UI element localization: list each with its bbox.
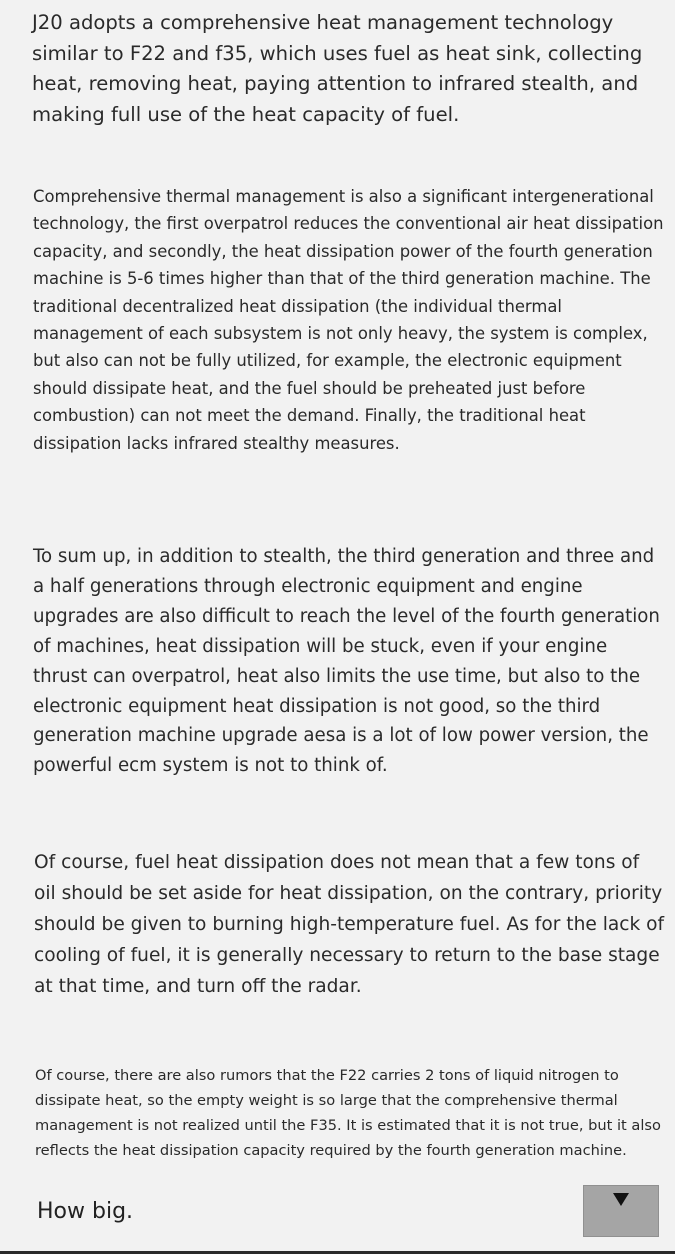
down-triangle-icon	[613, 1193, 629, 1206]
paragraph-5: Of course, there are also rumors that the F22 carries 2 tons of liquid nitrogen to dissipate heat, so the empty weight is so large that the comprehensive thermal management is not realized until the F35. It is estimated that it is not true, but it also reflects the heat dissipation capacity required by the fourth generation machine.	[35, 1067, 661, 1160]
paragraph-1: J20 adopts a comprehensive heat management technology similar to F22 and f35, which uses fuel as heat sink, collecting heat, removing heat, paying attention to infrared stealth, and making full use of the heat capacity of fuel.	[32, 11, 643, 127]
paragraph-4: Of course, fuel heat dissipation does not mean that a few tons of oil should be set aside for heat dissipation, on the contrary, priority should be given to burning high-temperature fuel. As for the lack of cooling of fuel, it is generally necessary to return to the base stage at that time, and turn off the radar.	[34, 852, 665, 997]
scroll-down-button[interactable]	[583, 1185, 659, 1237]
paragraph-6: How big.	[37, 1199, 134, 1224]
paragraph-2: Comprehensive thermal management is also a significant intergenerational technology, the first overpatrol reduces the conventional air heat dissipation capacity, and secondly, the heat dissipation power of the fourth generation machine is 5-6 times higher than that of the third generation machine. The traditional decentralized heat dissipation (the individual thermal management of each subsystem is not only heavy, the system is complex, but also can not be fully utilized, for example, the electronic equipment should dissipate heat, and the fuel should be preheated just before combustion) can not meet the demand. Finally, the traditional heat dissipation lacks infrared stealthy measures.	[33, 187, 664, 453]
paragraph-3: To sum up, in addition to stealth, the third generation and three and a half generations through electronic equipment and engine upgrades are also difficult to reach the level of the fourth generation of machines, heat dissipation will be stuck, even if your engine thrust can overpatrol, heat also limits the use time, but also to the electronic equipment heat dissipation is not good, so the third generation machine upgrade aesa is a lot of low power version, the powerful ecm system is not to think of.	[33, 546, 660, 777]
